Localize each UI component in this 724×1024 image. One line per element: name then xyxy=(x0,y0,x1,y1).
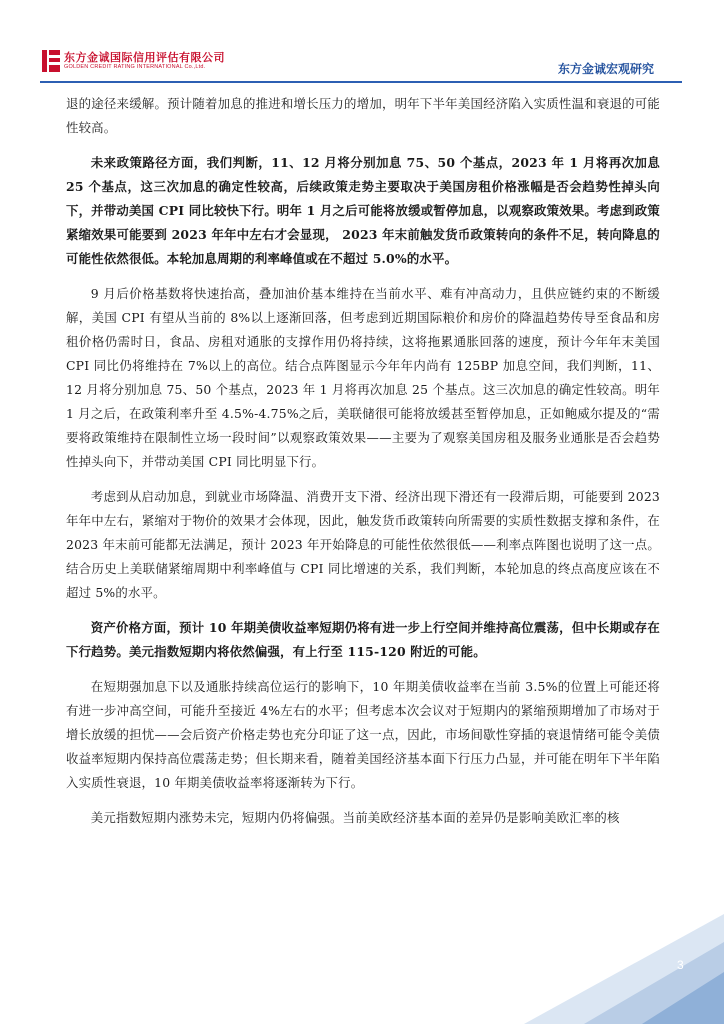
paragraph-dollar-index: 美元指数短期内涨势未完，短期内仍将偏强。当前美欧经济基本面的差异仍是影响美欧汇率的核 xyxy=(90,810,620,825)
paragraph-treasury-yield: 在短期强加息下以及通胀持续高位运行的影响下，10 年期美债收益率在当前 3.5%的位置上可能还将有进一步冲高空间，可能升至接近 4%左右的水平；但考虑本次会议对于短期内的紧缩预期增加了市场对于增长放缓的担忧——会后资产价格走势也充分印证了这一点，因此，市场间歇性穿插的衰退情绪可能令美债收益率短期内保持高位震荡走势；但长期来看，随着美国经济基本面下行压力凸显，并可能在明年下半年陷入实质性衰退，10 年期美债收益率将逐渐转为下行。 xyxy=(66,679,660,790)
company-name-en: GOLDEN CREDIT RATING INTERNATIONAL Co.,Ltd. xyxy=(64,64,206,70)
corner-decoration xyxy=(524,914,724,1024)
paragraph-cpi-outlook: 9 月后价格基数将快速抬高，叠加油价基本维持在当前水平、难有冲高动力，且供应链约束的不断缓解，美国 CPI 有望从当前的 8%以上逐渐回落，但考虑到近期国际粮价和房价的降温趋势传导至食品和房租价格仍需时日，食品、房租对通胀的支撑作用仍将持续，这将拖累通胀回落的速度，预计今年年末美国 CPI 同比仍将维持在 7%以上的高位。结合点阵图显示今年年内尚有 125BP 加息空间，我们判断，11、12 月将分别加息 75、50 个基点，2023 年 1 月将再次加息 25 个基点。这三次加息的确定性较高。明年 1 月之后，在政策利率升至 4.5%-4.75%之后，美联储很可能将放缓甚至暂停加息，正如鲍威尔提及的“需要将政策维持在限制性立场一段时间”以观察政策效果——主要为了观察美国房租及服务业通胀是否会趋势性掉头向下，并带动美国 CPI 同比明显下行。 xyxy=(66,286,660,469)
paragraph-continued: 退的途径来缓解。预计随着加息的推进和增长压力的增加，明年下半年美国经济陷入实质性温和衰退的可能性较高。 xyxy=(66,96,660,135)
section-title: 东方金诚宏观研究 xyxy=(557,62,654,76)
header-divider xyxy=(40,81,682,83)
company-name-cn: 东方金诚国际信用评估有限公司 xyxy=(64,51,225,64)
paragraph-asset-price-summary: 资产价格方面，预计 10 年期美债收益率短期仍将有进一步上行空间并维持高位震荡，但中长期或存在下行趋势。美元指数短期内将依然偏强，有上行至 115-120 附近的可能。 xyxy=(66,620,660,659)
company-logo xyxy=(42,50,225,72)
page-header xyxy=(0,0,724,88)
page-number: 3 xyxy=(677,958,684,972)
document-body xyxy=(66,92,660,841)
paragraph-tightening-lag: 考虑到从启动加息，到就业市场降温、消费开支下滑、经济出现下滑还有一段滞后期，可能要到 2023 年年中左右，紧缩对于物价的效果才会体现，因此，触发货币政策转向所需要的实质性数据支撑和条件，在 2023 年末前可能都无法满足，预计 2023 年开始降息的可能性依然很低——利率点阵图也说明了这一点。结合历史上美联储紧缩周期中利率峰值与 CPI 同比增速的关系，我们判断，本轮加息的终点高度应该在不超过 5%的水平。 xyxy=(66,489,660,600)
paragraph-policy-path-summary: 未来政策路径方面，我们判断，11、12 月将分别加息 75、50 个基点，2023 年 1 月将再次加息 25 个基点，这三次加息的确定性较高，后续政策走势主要取决于美国房租价格涨幅是否会趋势性掉头向下，并带动美国 CPI 同比较快下行。明年 1 月之后可能将放缓或暂停加息，以观察政策效果。考虑到政策紧缩效果可能要到 2023 年年中左右才会显现， 2023 年末前触发货币政策转向的条件不足，转向降息的可能性依然很低。本轮加息周期的利率峰值或在不超过 5.0%的水平。 xyxy=(66,155,660,266)
logo-mark-icon xyxy=(42,50,60,72)
